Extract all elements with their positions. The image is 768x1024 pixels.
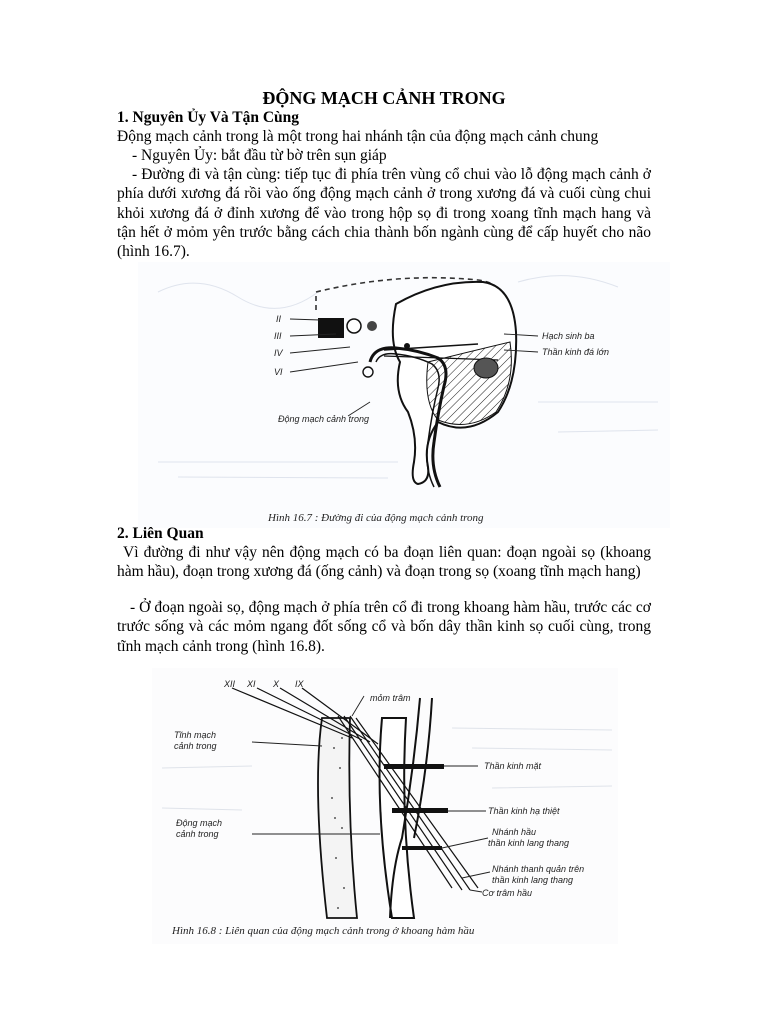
section-heading-origin: 1. Nguyên Ủy Và Tận Cùng	[117, 109, 300, 126]
paragraph-relations-2: - Ở đoạn ngoài sọ, động mạch ở phía trên cổ đi trong khoang hàm hầu, trước các cơ trước sống và các mỏm ngang đốt sống cổ và bốn dây thần kinh sọ cuối cùng, trong tĩnh mạch cảnh trong (hình 16.8).	[117, 599, 651, 655]
label-carotid-artery: Động mạch cảnh trong	[278, 414, 370, 424]
figure-16-8-drawing	[152, 668, 618, 944]
label-pharyngeal-branch-line2: thần kinh lang thang	[488, 838, 570, 848]
label-nerve-vi: VI	[274, 367, 283, 377]
label-nerve-x: X	[273, 679, 280, 689]
label-greater-petrosal-nerve: Thần kinh đá lớn	[542, 347, 609, 357]
paragraph-origin: - Nguyên Ủy: bắt đầu từ bờ trên sụn giáp	[132, 147, 387, 164]
label-trigeminal-ganglion: Hạch sinh ba	[542, 331, 595, 341]
label-nerve-iv: IV	[274, 348, 283, 358]
label-jugular-vein-line2: cảnh trong	[174, 741, 217, 751]
label-jugular-vein-line1: Tĩnh mạch	[174, 730, 217, 740]
figure-16-8-caption: Hình 16.8 : Liên quan của động mạch cảnh trong ở khoang hàm hầu	[172, 925, 475, 937]
label-nerve-ii: II	[276, 314, 282, 324]
label-laryngeal-branch-line1: Nhánh thanh quản trên	[492, 864, 585, 874]
section-heading-relations: 2. Liên Quan	[117, 525, 204, 542]
label-nerve-ix: IX	[295, 679, 304, 689]
label-stylopharyngeus: Cơ trâm hầu	[482, 888, 532, 898]
label-carotid-artery-line2: cảnh trong	[176, 829, 219, 839]
label-nerve-xi: XI	[247, 679, 256, 689]
paragraph-relations-1: Vì đường đi như vậy nên động mạch có ba đoạn liên quan: đoạn ngoài sọ (khoang hàm hầu), đoạn trong xương đá (ống cảnh) và đoạn trong sọ (xoang tĩnh mạch hang)	[117, 544, 651, 581]
paragraph-intro: Động mạch cảnh trong là một trong hai nhánh tận của động mạch cảnh chung	[117, 128, 599, 145]
figure-16-7-drawing	[138, 262, 670, 528]
figure-16-8	[152, 668, 618, 944]
page-title: ĐỘNG MẠCH CẢNH TRONG	[262, 88, 506, 108]
label-nerve-xii: XII	[224, 679, 236, 689]
label-nerve-iii: III	[274, 331, 282, 341]
figure-16-7	[138, 262, 670, 528]
label-carotid-artery-line1: Động mạch	[176, 818, 223, 828]
label-laryngeal-branch-line2: thần kinh lang thang	[492, 875, 574, 885]
paragraph-course: - Đường đi và tận cùng: tiếp tục đi phía trên vùng cổ chui vào lỗ động mạch cảnh ở phía dưới xương đá rồi vào ống động mạch cảnh ở trong xương đá và cuối cùng chui khỏi xương đá ở đỉnh xương để vào trong hộp sọ đi trong xoang tĩnh mạch hang và tận hết ở mỏm yên trước bằng cách chia thành bốn ngành cùng để cấp huyết cho não (hình 16.7).	[117, 166, 651, 261]
label-facial-nerve: Thần kinh mặt	[484, 761, 542, 771]
label-hypoglossal-nerve: Thần kinh hạ thiệt	[488, 806, 560, 816]
label-styloid-process: mỏm trâm	[370, 693, 411, 703]
figure-16-7-caption: Hình 16.7 : Đường đi của động mạch cảnh trong	[268, 512, 484, 524]
label-pharyngeal-branch-line1: Nhánh hầu	[492, 827, 537, 837]
